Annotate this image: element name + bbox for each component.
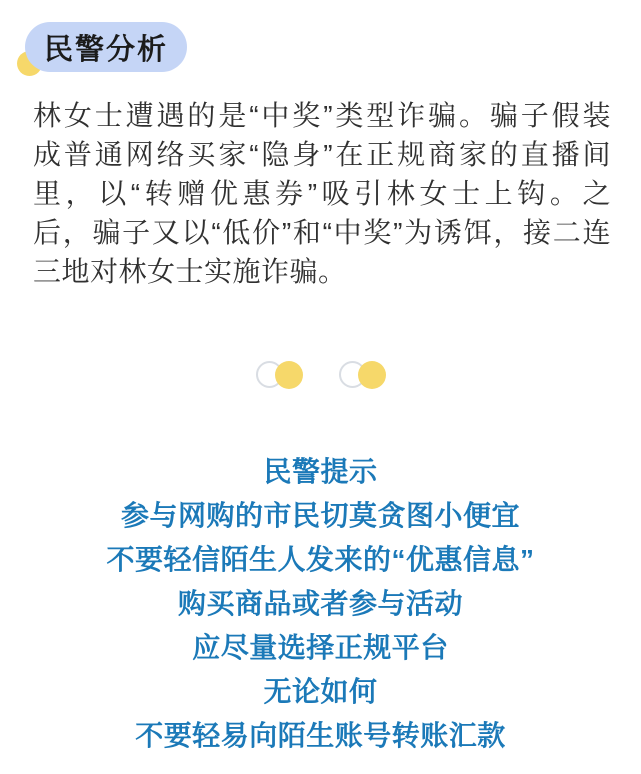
circle-pair	[256, 361, 303, 389]
analysis-line: 后，骗子又以“低价”和“中奖”为诱饵，接二连	[33, 217, 611, 248]
tips-heading: 民警提示	[263, 456, 378, 487]
analysis-line: 林女士遭遇的是“中奖”类型诈骗。骗子假装	[33, 100, 611, 131]
analysis-line: 成普通网络买家“隐身”在正规商家的直播间	[33, 139, 611, 170]
tips-line: 不要轻信陌生人发来的“优惠信息”	[106, 544, 535, 575]
analysis-line: 里，以“转赠优惠券”吸引林女士上钩。之	[33, 178, 611, 209]
badge-pill	[25, 22, 187, 72]
circle-divider	[0, 361, 641, 389]
tips-line: 购买商品或者参与活动	[177, 588, 463, 619]
circle-pair	[339, 361, 386, 389]
yellow-circle-icon	[275, 361, 303, 389]
tips-section	[0, 450, 641, 758]
analysis-paragraph	[33, 96, 611, 291]
tips-line: 应尽量选择正规平台	[192, 632, 449, 663]
tips-line: 不要轻易向陌生账号转账汇款	[135, 720, 506, 751]
yellow-circle-icon	[358, 361, 386, 389]
tips-line: 参与网购的市民切莫贪图小便宜	[120, 500, 520, 531]
analysis-line: 三地对林女士实施诈骗。	[33, 256, 347, 287]
badge-label: 民警分析	[43, 33, 168, 66]
tips-line: 无论如何	[263, 676, 378, 707]
